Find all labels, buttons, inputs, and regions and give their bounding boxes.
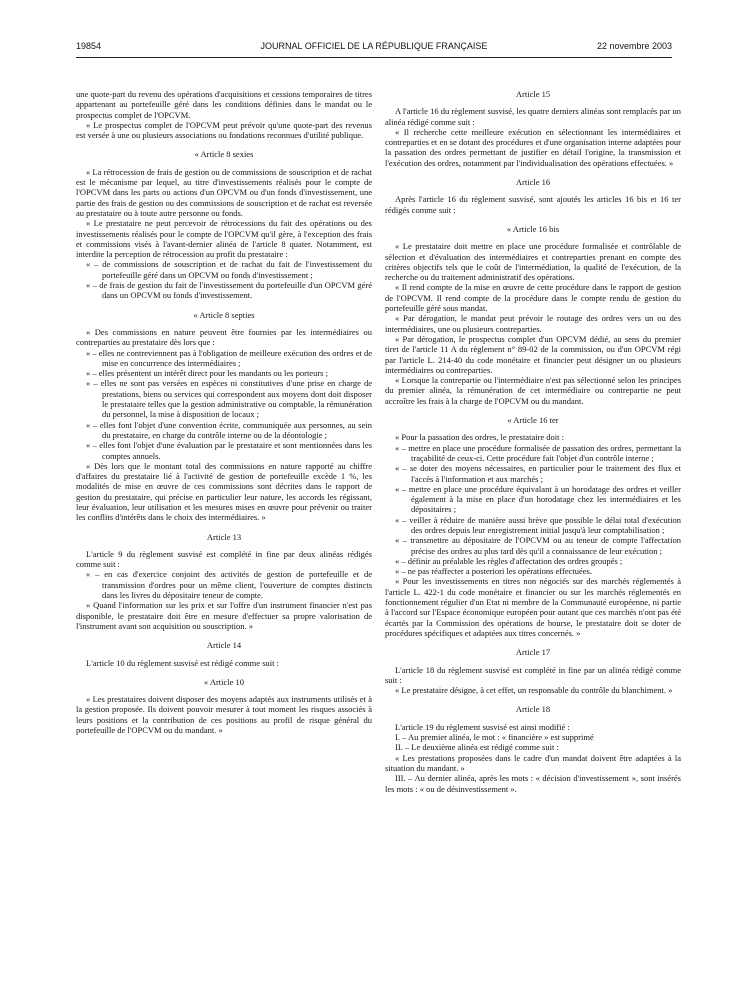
section-heading: « Article 10 <box>203 676 245 687</box>
left-column <box>76 89 372 735</box>
paragraph: « Par dérogation, le mandat peut prévoir le routage des ordres vers un ou des intermédiaires, une ou plusieurs contreparties. <box>385 313 681 334</box>
page-number: 19854 <box>76 41 102 51</box>
paragraph: « Le prospectus complet de l'OPCVM peut prévoir qu'une quote-part des revenus est versée à une ou plusieurs associations ou fondations reconnues d'utilité publique. <box>76 119 372 141</box>
paragraph: « Il rend compte de la mise en œuvre de cette procédure dans le rapport de gestion de l'OPCVM. Il rend compte de la procédure dans le compte rendu de gestion du portefeuille géré sous mandat. <box>385 282 681 314</box>
list-item: « – veiller à réduire de manière aussi brève que possible le délai total d'exécution des ordres depuis leur enregistrement initial jusqu'à leur comptabilisation ; <box>395 514 681 535</box>
list-item: « – elles ne sont pas versées en espèces ni constitutives d'une prise en charge de prestations, biens ou services qui correspondent aux moyens dont doit disposer le prestataire telles que la gestion administrative ou comptable, la rémunération du personnel, la mise à disposition de locaux ; <box>86 378 372 420</box>
list-item: « – elles font l'objet d'une convention écrite, communiquée aux personnes, au sein du prestataire, en charge du contrôle interne ou de la déontologie ; <box>86 419 372 440</box>
paragraph: « Les prestataires doivent disposer des moyens adaptés aux instruments utilisés et à la gestion proposée. Ils doivent pouvoir mesurer à tout moment les risques associés à leurs positions et la contribution de ces positions au profil de risque général du portefeuille de l'OPCVM ou du mandant. » <box>76 694 372 736</box>
list-item: « – elles présentent un intérêt direct pour les mandants ou les porteurs ; <box>86 368 328 379</box>
list-item: « – se doter des moyens nécessaires, en particulier pour le traitement des flux et l'accès à l'information et aux marchés ; <box>395 463 681 484</box>
paragraph: « Lorsque la contrepartie ou l'intermédiaire n'est pas sélectionné selon les principes du premier alinéa, la rémunération de cet intermédiaire ou contrepartie ne peut accroître les frais à la charge de l'OPCVM ou du mandant. <box>385 375 681 406</box>
list-item: « – en cas d'exercice conjoint des activités de gestion de portefeuille et de transmission d'ordres pour un même client, l'ouverture de comptes distincts dans les livres du dépositaire teneur de compte. <box>86 569 372 601</box>
paragraph: II. – Le deuxième alinéa est rédigé comme suit : <box>395 742 559 753</box>
paragraph: « Le prestataire doit mettre en place une procédure formalisée et contrôlable de sélection et d'évaluation des intermédiaires et contreparties prenant en compte des critères objectifs tels que le coût de l'intermédiation, la qualité de l'exécution, de la recherche ou du traitement administratif des opérations. <box>385 241 681 283</box>
paragraph: « Quand l'information sur les prix et sur l'offre d'un instrument financier n'est pas disponible, le prestataire doit être en mesure d'effectuer sa propre valorisation de l'instrument avant son acquisition ou souscription. » <box>76 600 372 631</box>
paragraph: « Les prestations proposées dans le cadre d'un mandat doivent être adaptées à la situation du mandant. » <box>385 752 681 773</box>
paragraph: « La rétrocession de frais de gestion ou de commissions de souscription et de rachat est le mécanisme par lequel, au titre d'investissements réalisés pour le compte de l'OPCVM dans les parts ou actions d'un OPCVM ou d'un fonds d'investissement, une partie des frais de gestion ou des commissions de souscription et de rachat est reversée au prestataire ou à toute autre personne ou fonds. <box>76 166 372 218</box>
article-heading: Article 15 <box>515 89 551 99</box>
article-heading: Article 18 <box>515 704 551 715</box>
paragraph: I. – Au premier alinéa, le mot : « financière » est supprimé <box>395 732 594 743</box>
list-item: « – elles ne contreviennent pas à l'obligation de meilleure exécution des ordres et de mise en concurrence des intermédiaires ; <box>86 347 372 368</box>
article-heading: Article 13 <box>206 531 242 542</box>
list-item: « – de commissions de souscription et de rachat du fait de l'investissement du portefeuille géré dans un OPCVM ou fonds d'investissement ; <box>86 259 372 280</box>
list-item: « – définir au préalable les règles d'affectation des ordres groupés ; <box>395 555 623 566</box>
paragraph: « Des commissions en nature peuvent être fournies par les intermédiaires ou contreparties au prestataire dès lors que : <box>76 326 372 348</box>
paragraph: III. – Au dernier alinéa, après les mots : « décision d'investissement », sont insérés les mots : « ou de désinvestissement ». <box>385 773 681 794</box>
paragraph: une quote-part du revenu des opérations d'acquisitions et cessions temporaires de titres appartenant au portefeuille géré dans les conditions définies dans le mandat ou le prospectus complet de l'OPCVM. <box>76 89 372 120</box>
paragraph: L'article 10 du règlement susvisé est rédigé comme suit : <box>86 657 279 668</box>
paragraph: L'article 19 du règlement susvisé est ainsi modifié : <box>395 721 570 732</box>
paragraph: « Le prestataire ne peut percevoir de rétrocessions du fait des opérations ou des investissements réalisés pour le compte de l'OPCVM qu'il gère, à l'exception des frais et commissions visés à l'avant-dernier alinéa de l'article 8 quater. Notamment, est interdite la perception de rétrocession au profit du prestataire : <box>76 218 372 260</box>
section-heading: « Article 8 septies <box>193 309 255 320</box>
paragraph: « Le prestataire désigne, à cet effet, un responsable du contrôle du blanchiment. » <box>395 685 673 696</box>
paragraph: L'article 18 du règlement susvisé est complété in fine par un alinéa rédigé comme suit : <box>385 664 681 685</box>
paragraph: A l'article 16 du règlement susvisé, les quatre derniers alinéas sont remplacés par un alinéa rédigé comme suit : <box>385 106 681 127</box>
list-item: « – de frais de gestion du fait de l'investissement du portefeuille d'un OPCVM géré dans un OPCVM ou fonds d'investissement. <box>86 280 372 301</box>
paragraph: « Pour les investissements en titres non négociés sur des marchés réglementés à l'article L. 422-1 du code monétaire et financier ou sur les marchés réglementés en fonctionnement régulier d'un Etat ni membre de la Communauté européenne, ni partie à l'accord sur l'Espace économique européen pour autant que ces marchés n'ont pas été écartés par la Commission des opérations de bourse, le prestataire doit se doter de procédures spécifiques et adaptées aux titres concernés. » <box>385 576 681 638</box>
paragraph: « Il recherche cette meilleure exécution en sélectionnant les intermédiaires et contreparties et en se dotant des procédures et d'une organisation interne adaptées pour la passation des ordres permettant de justifier en détail l'origine, la transmission et l'exécution des ordres, notamment par l'individualisation des opérations effectuées. » <box>385 126 681 168</box>
section-heading: « Article 8 sexies <box>194 149 254 160</box>
list-item: « – mettre en place une procédure équivalant à un horodatage des ordres et veiller également à la mise en place d'un horodatage chez les intermédiaires et les dépositaires ; <box>395 483 681 515</box>
paragraph: L'article 9 du règlement susvisé est complété in fine par deux alinéas rédigés comme suit : <box>76 548 372 570</box>
article-heading: Article 16 <box>515 177 551 188</box>
list-item: « – elles font l'objet d'une évaluation par le prestataire et sont mentionnées dans les comptes annuels. <box>86 440 372 461</box>
page-header <box>76 41 672 55</box>
paragraph: « Dès lors que le montant total des commissions en nature rapporté au chiffre d'affaires du prestataire lié à l'activité de gestion de portefeuille excède 1 %, les modalités de mise en œuvre de ces commissions sont décrites dans le rapport de gestion du prestataire, qui précise en particulier leur nature, les accords les régissant, leur évaluation, leur utilisation et les mesures mises en œuvre pour prévenir ou traiter les conflits d'intérêts dans le choix des intermédiaires. » <box>76 460 372 523</box>
paragraph: Après l'article 16 du règlement susvisé, sont ajoutés les articles 16 bis et 16 ter rédigés comme suit : <box>385 194 681 215</box>
paragraph: « Pour la passation des ordres, le prestataire doit : <box>395 432 565 443</box>
paragraph: « Par dérogation, le prospectus complet d'un OPCVM dédié, au sens du premier tiret de l'article 11 A du règlement n° 89-02 de la commission, ou d'un OPCVM régi par l'article L. 214-40 du code monétaire et financier peut désigner un ou plusieurs intermédiaires ou contreparties. <box>385 333 681 375</box>
article-heading: Article 14 <box>206 640 242 651</box>
article-heading: Article 17 <box>515 647 551 658</box>
journal-title: JOURNAL OFFICIEL DE LA RÉPUBLIQUE FRANÇAISE <box>260 41 488 51</box>
list-item: « – ne pas réaffecter a posteriori les opérations effectuées. <box>395 566 592 577</box>
section-heading: « Article 16 ter <box>507 415 559 426</box>
right-column <box>385 89 681 794</box>
publication-date: 22 novembre 2003 <box>596 41 672 51</box>
list-item: « – transmettre au dépositaire de l'OPCVM ou au teneur de compte l'affectation précise des ordres au plus tard dès qu'il a connaissance de leur exécution ; <box>395 535 681 556</box>
list-item: « – mettre en place une procédure formalisée de passation des ordres, permettant la traçabilité de ceux-ci. Cette procédure fait l'objet d'un contrôle interne ; <box>395 442 681 463</box>
header-rule <box>76 57 672 58</box>
section-heading: « Article 16 bis <box>506 223 560 234</box>
